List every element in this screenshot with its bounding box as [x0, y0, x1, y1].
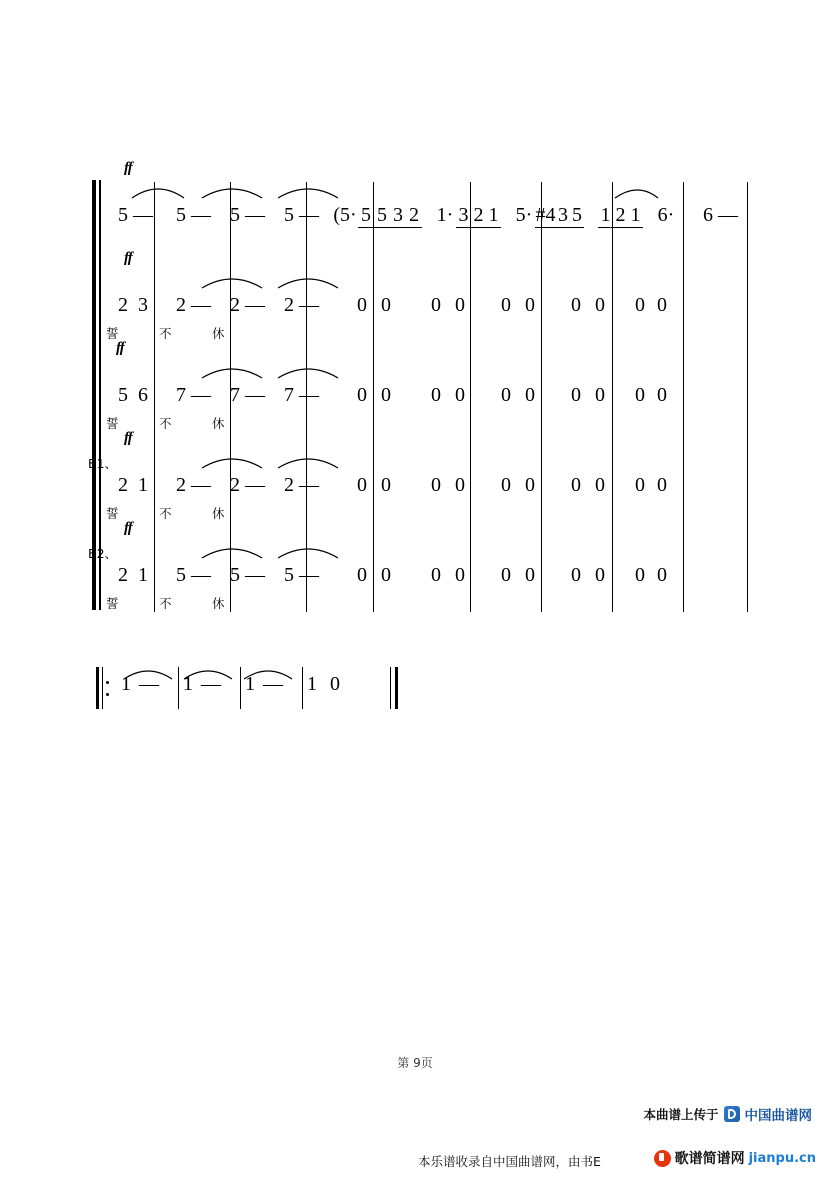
note: 0	[381, 564, 391, 586]
note: —	[245, 474, 265, 496]
note: 0	[455, 384, 465, 406]
lyrics-staff-1: 誓 不 休	[106, 326, 239, 341]
upload-credit	[643, 1104, 812, 1124]
note: 0	[431, 384, 441, 406]
bottom-credit-text: 本乐谱收录自中国曲谱网，由书E	[418, 1154, 601, 1169]
note: 1	[245, 673, 255, 695]
repeat-dot-upper	[106, 681, 109, 684]
note: 5	[358, 204, 374, 228]
note: 0	[635, 384, 645, 406]
note: —	[299, 204, 319, 226]
note: 0	[455, 474, 465, 496]
bottom-brand-cn: 歌谱简谱网	[674, 1151, 745, 1167]
note: 3	[138, 294, 148, 316]
note: 0	[431, 564, 441, 586]
note: 0	[357, 384, 367, 406]
site-brand-name: 中国曲谱网	[744, 1108, 812, 1124]
note: —	[191, 564, 211, 586]
note: 0	[571, 474, 581, 496]
note: 2	[176, 474, 186, 496]
note: 1	[486, 204, 501, 228]
lyrics-staff-2: 誓 不 休	[106, 416, 239, 431]
note: 0	[501, 564, 511, 586]
note: —	[191, 294, 211, 316]
staff-1-notes	[114, 294, 674, 317]
note: 0	[381, 474, 391, 496]
note: 0	[357, 564, 367, 586]
note: 0	[501, 294, 511, 316]
note: 0	[381, 294, 391, 316]
voice-label-b2: B2、	[88, 546, 118, 561]
note: #4	[535, 204, 556, 226]
note: —	[263, 673, 283, 695]
note: 7	[230, 384, 240, 406]
note: 1	[598, 204, 613, 228]
note: (5·	[333, 204, 357, 226]
dynamic-ff-staff-1: ff	[124, 250, 132, 266]
note: —	[191, 474, 211, 496]
staff-0-notes	[114, 204, 739, 228]
lyrics-staff-4: 誓 不 休	[106, 596, 239, 611]
staff-row-0	[92, 182, 752, 234]
note: 0	[571, 294, 581, 316]
note: 2	[118, 564, 128, 586]
note: 6	[703, 204, 713, 226]
note: 0	[571, 564, 581, 586]
dynamic-ff-staff-4: ff	[124, 520, 132, 536]
note: —	[245, 564, 265, 586]
note: 2	[284, 294, 294, 316]
note: 0	[525, 384, 535, 406]
note: 7	[176, 384, 186, 406]
note: —	[201, 673, 221, 695]
note: 5	[230, 204, 240, 226]
note: 3	[558, 204, 568, 226]
note: 6·	[657, 204, 675, 226]
note: 2	[613, 204, 628, 228]
note: 2	[406, 204, 422, 228]
note: 0	[357, 474, 367, 496]
staff-3-notes	[114, 474, 674, 497]
note: 0	[657, 294, 667, 316]
note: 0	[595, 294, 605, 316]
dynamic-ff-staff-3: ff	[124, 430, 132, 446]
note: —	[718, 204, 738, 226]
note: 0	[657, 384, 667, 406]
note: 2	[230, 474, 240, 496]
bottom-brand	[654, 1148, 816, 1168]
note: 7	[284, 384, 294, 406]
note: 5	[118, 384, 128, 406]
note: 0	[381, 384, 391, 406]
note: —	[299, 384, 319, 406]
note: 3	[456, 204, 471, 228]
note: 0	[525, 564, 535, 586]
note: 2	[176, 294, 186, 316]
note: 2	[118, 474, 128, 496]
note: 0	[635, 564, 645, 586]
note: 3	[390, 204, 406, 228]
note: —	[299, 564, 319, 586]
note: 5	[284, 204, 294, 226]
note: 2	[284, 474, 294, 496]
jianpu-logo-icon	[654, 1150, 671, 1167]
note: 5·	[515, 204, 533, 226]
note: 0	[525, 294, 535, 316]
note: 0	[431, 294, 441, 316]
note: 5	[374, 204, 390, 228]
final-barline-thick	[395, 667, 398, 709]
repeat-dot-lower	[106, 693, 109, 696]
upload-credit-text: 本曲谱上传于	[643, 1107, 719, 1122]
note: 1	[138, 474, 148, 496]
note: 0	[657, 564, 667, 586]
staff-row-1	[92, 272, 752, 341]
note: 1·	[436, 204, 454, 226]
note: —	[299, 294, 319, 316]
coda-notes	[116, 673, 348, 696]
note: 0	[595, 384, 605, 406]
note: 0	[330, 673, 340, 695]
dynamic-ff-staff-0: ff	[124, 160, 132, 176]
note: —	[245, 384, 265, 406]
note: 0	[635, 294, 645, 316]
note: —	[299, 474, 319, 496]
note: 5	[230, 564, 240, 586]
page-number: 第 9页	[397, 1056, 433, 1070]
note: 5	[572, 204, 582, 226]
note: 2	[471, 204, 486, 228]
note: —	[139, 673, 159, 695]
note: 2	[118, 294, 128, 316]
note: 0	[525, 474, 535, 496]
note: 1	[183, 673, 193, 695]
staff-row-3	[92, 452, 752, 521]
note: 0	[635, 474, 645, 496]
note: —	[245, 204, 265, 226]
lyrics-staff-3: 誓 不 休	[106, 506, 239, 521]
note: 6	[138, 384, 148, 406]
repeat-barline-thick	[96, 667, 99, 709]
note: 0	[571, 384, 581, 406]
note: 5	[284, 564, 294, 586]
site-logo-icon	[724, 1106, 740, 1122]
note: 1	[121, 673, 131, 695]
note: 1	[307, 673, 317, 695]
staff-2-notes	[114, 384, 674, 407]
note: 0	[357, 294, 367, 316]
note: —	[133, 204, 153, 226]
note: 5	[176, 204, 186, 226]
note: 0	[455, 294, 465, 316]
note: 1	[138, 564, 148, 586]
voice-label-b1: B1、	[88, 456, 118, 471]
note: 0	[595, 474, 605, 496]
score-system	[88, 160, 752, 640]
note: 0	[595, 564, 605, 586]
repeat-barline-thin	[102, 667, 103, 709]
coda-system	[92, 655, 422, 725]
note: 0	[455, 564, 465, 586]
final-barline-thin	[390, 667, 391, 709]
staff-row-4	[92, 542, 752, 611]
note: 2	[230, 294, 240, 316]
note: 5	[176, 564, 186, 586]
note: —	[191, 204, 211, 226]
note: —	[245, 294, 265, 316]
note: —	[191, 384, 211, 406]
note: 0	[501, 474, 511, 496]
note: 1	[628, 204, 643, 228]
note: 5	[118, 204, 128, 226]
staff-row-2	[92, 362, 752, 431]
bottom-brand-en: jianpu.cn	[748, 1150, 816, 1166]
note: 0	[501, 384, 511, 406]
note: 0	[657, 474, 667, 496]
staff-4-notes	[114, 564, 674, 587]
dynamic-ff-staff-2: ff	[116, 340, 124, 356]
note: 0	[431, 474, 441, 496]
